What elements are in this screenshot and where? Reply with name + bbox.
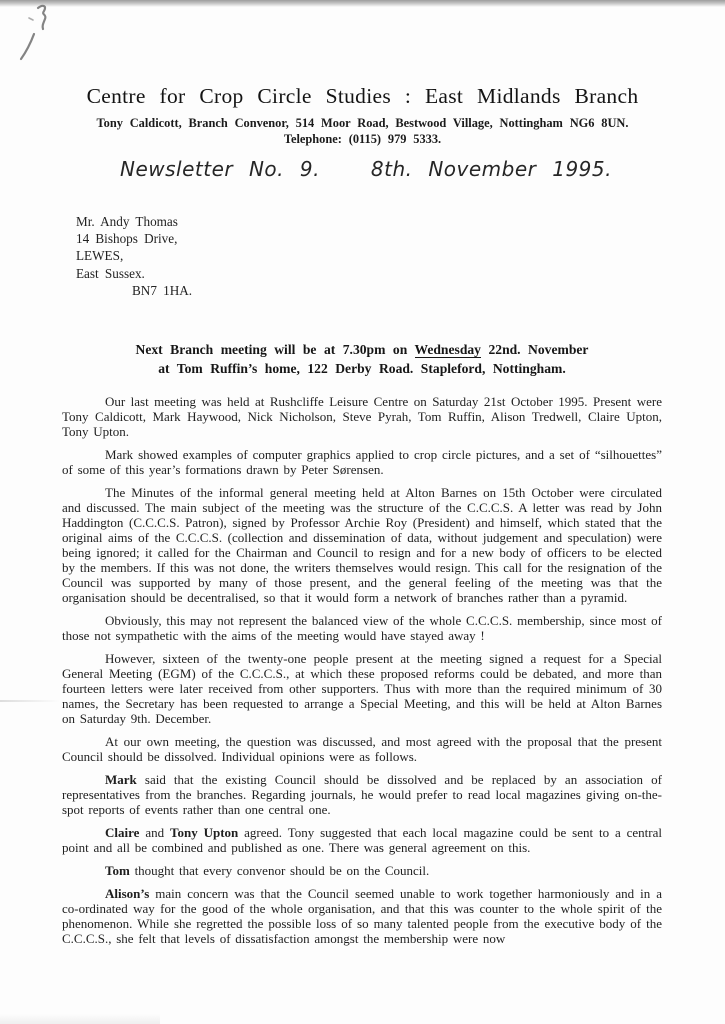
next-meeting-notice — [62, 341, 662, 378]
newsletter-heading — [120, 157, 612, 181]
letter-body — [62, 394, 662, 954]
paragraph-last-meeting: Our last meeting was held at Rushcliffe Leisure Centre on Saturday 21st October 1995. Present were Tony Caldicott, Mark Haywood, Nick Nicholson, Steve Pyrah, Tom Ruffin, Alison Tredwell, Claire Upton, Tony Upton. — [62, 394, 662, 439]
opinion-claire-tony-connector: and — [145, 825, 165, 840]
paragraph-opinion-tom — [62, 863, 662, 878]
recipient-address-block — [76, 213, 192, 299]
newsletter-date: 8th. November 1995. — [370, 157, 612, 181]
paragraph-egm-request: However, sixteen of the twenty-one people present at the meeting signed a request for a Special General Meeting (EGM) of the C.C.C.S., at which these proposed reforms could be debated, and more than fourteen letters were later received from other supporters. Thus with more than the required minimum of 30 names, the Secretary has been requested to arrange a Special Meeting, and this will be held at Alton Barnes on Saturday 9th. December. — [62, 651, 662, 726]
paragraph-minutes: The Minutes of the informal general meeting held at Alton Barnes on 15th October were circulated and discussed. The main subject of the meeting was the structure of the C.C.C.S. A letter was read by John Haddington (C.C.C.S. Patron), signed by Professor Archie Roy (President) and himself, which stated that the original aims of the C.C.C.S. (collection and dissemination of data, without judgement and speculation) were being ignored; it called for the Chairman and Council to resign and for a new body of officers to be elected by the members. If this was not done, the writers themselves would resign. This call for the resignation of the Council was supported by many of those present, and the general feeling of the meeting was that the organisation should be decentralised, so that it would form a network of branches rather than a pyramid. — [62, 485, 662, 605]
notice-line1-pre: Next Branch meeting will be at 7.30pm on — [135, 342, 408, 357]
notice-line-1 — [62, 341, 662, 360]
paragraph-opinion-claire-tony — [62, 825, 662, 855]
paragraph-opinion-mark — [62, 772, 662, 817]
letterhead — [0, 84, 725, 147]
handwritten-mark — [12, 2, 60, 64]
recipient-town: LEWES, — [76, 248, 124, 264]
speaker-name-tom: Tom — [105, 863, 130, 878]
scan-shadow-artifact — [0, 1014, 160, 1024]
paragraph-computer-graphics: Mark showed examples of computer graphics applied to crop circle pictures, and a set of “silhouettes” of some of this year’s formations drawn by Peter Sørensen. — [62, 447, 662, 477]
notice-line-2: at Tom Ruffin’s home, 122 Derby Road. Stapleford, Nottingham. — [158, 360, 566, 376]
recipient-county: East Sussex. — [76, 265, 145, 281]
opinion-claire-tony-text: agreed. Tony suggested that each local magazine could be sent to a central point and all be combined and published as one. There was general agreement on this. — [62, 825, 662, 855]
speaker-name-claire: Claire — [105, 825, 140, 840]
scan-edge-artifact — [0, 0, 725, 7]
opinion-alison-text: main concern was that the Council seemed unable to work together harmoniously and in a co-ordinated way for the good of the whole organisation, and that this was counter to the whole spirit of the phenomenon. While she regretted the possible loss of so many talented people from the executive body of the C.C.C.S., she felt that levels of dissatisfaction amongst the membership were now — [62, 886, 662, 946]
organisation-title: Centre for Crop Circle Studies : East Midlands Branch — [86, 84, 639, 108]
paragraph-balanced-view: Obviously, this may not represent the balanced view of the whole C.C.C.S. membership, since most of those not sympathetic with the aims of the meeting would have stayed away ! — [62, 613, 662, 643]
paragraph-opinion-alison — [62, 886, 662, 946]
speaker-name-alison: Alison’s — [105, 886, 150, 901]
recipient-postcode: BN7 1HA. — [132, 282, 193, 298]
notice-underlined-word: Wednesday — [414, 342, 481, 357]
notice-line1-post: 22nd. November — [488, 342, 589, 357]
opinion-tom-text: thought that every convenor should be on the Council. — [129, 863, 430, 878]
speaker-name-mark: Mark — [105, 772, 137, 787]
speaker-name-tony-upton: Tony Upton — [169, 825, 239, 840]
opinion-mark-text: said that the existing Council should be dissolved and be replaced by an association of representatives from the branches. Regarding journals, he would prefer to read local magazines giving on-the-spot reports of events rather than one central one. — [62, 772, 662, 817]
recipient-name: Mr. Andy Thomas — [76, 214, 178, 229]
recipient-street: 14 Bishops Drive, — [76, 231, 178, 247]
convenor-address-line: Tony Caldicott, Branch Convenor, 514 Moor Road, Bestwood Village, Nottingham NG6 8UN. — [96, 116, 629, 130]
paragraph-own-meeting: At our own meeting, the question was discussed, and most agreed with the proposal that the present Council should be dissolved. Individual opinions were as follows. — [62, 734, 662, 764]
paper-crease — [0, 700, 60, 702]
newsletter-number: Newsletter No. 9. — [120, 157, 320, 181]
telephone-line: Telephone: (0115) 979 5333. — [283, 132, 442, 146]
